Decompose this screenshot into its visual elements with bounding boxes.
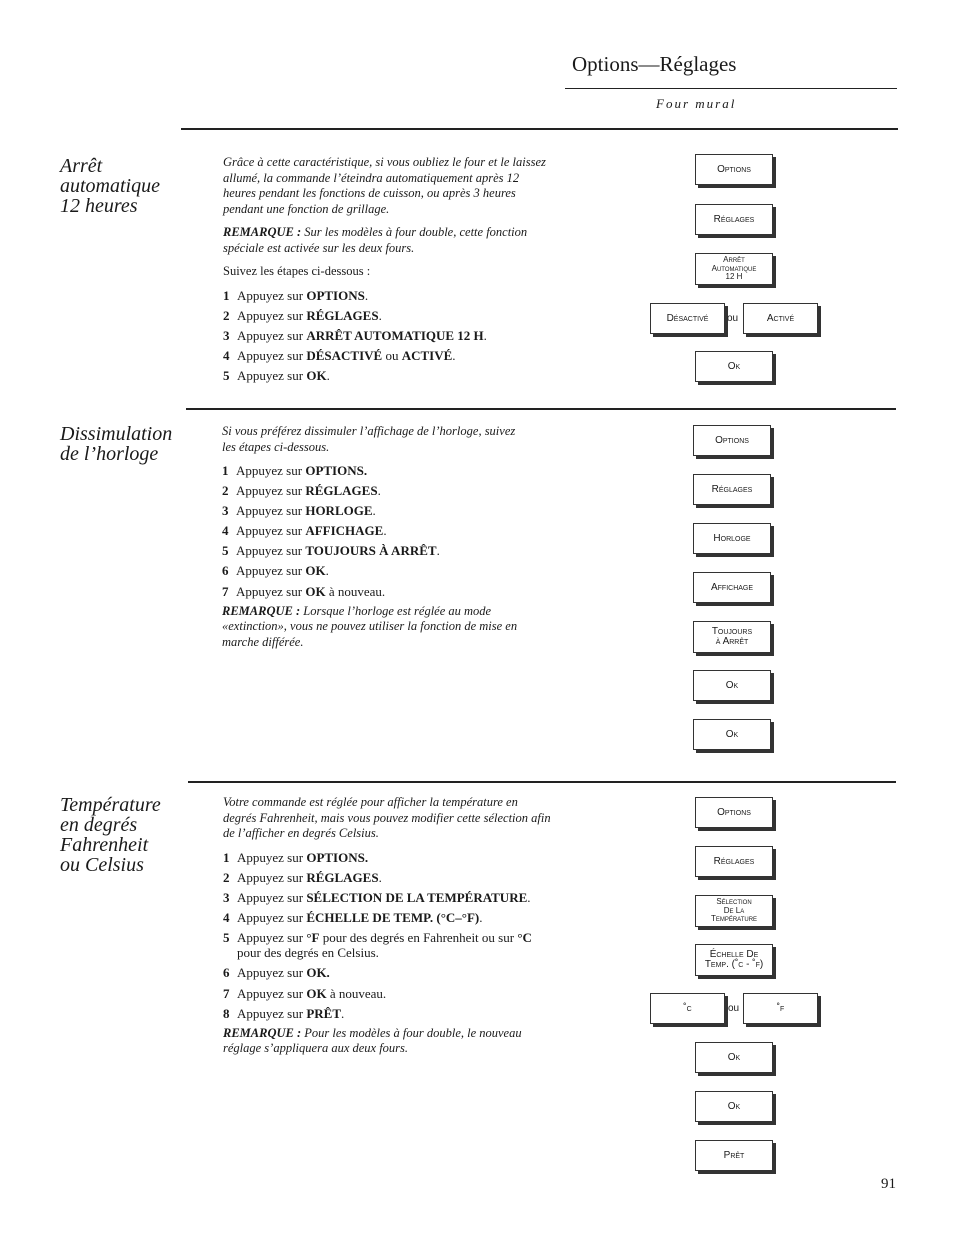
ok-button[interactable]: Ok <box>695 1042 773 1073</box>
section2-intro: Si vous préférez dissimuler l’affichage de l’horloge, suivez les étapes ci-dessous. <box>222 424 516 454</box>
desactive-button[interactable]: Désactivé <box>650 303 725 334</box>
section3-body <box>223 795 553 1065</box>
step: 2 Appuyez sur RÉGLAGES. <box>223 307 382 323</box>
section1-intro: Grâce à cette caractéristique, si vous oubliez le four et le laissez allumé, la commande l’éteindra automatiquement après 12 heures pendant les fonctions de cuisson, ou après 3 heures pendant une fonction de grillage. <box>223 155 546 216</box>
section1-body <box>223 155 553 388</box>
step: 6 Appuyez sur OK. <box>223 965 330 981</box>
step: 5 Appuyez sur TOUJOURS À ARRÊT. <box>222 543 440 559</box>
section3-title: Température en degrés Fahrenheit ou Celsius <box>60 794 161 876</box>
header-rule <box>565 88 897 89</box>
section3-intro: Votre commande est réglée pour afficher la température en degrés Fahrenheit, mais vous pouvez modifier cette sélection afin de l’afficher en degrés Celsius. <box>223 795 551 840</box>
or-label: ou <box>727 313 739 324</box>
step: 6 Appuyez sur OK. <box>222 563 329 579</box>
step: 4 Appuyez sur DÉSACTIVÉ ou ACTIVÉ. <box>223 347 456 363</box>
arret-automatique-button[interactable]: Arrêt Automatique 12 H <box>695 253 773 285</box>
horloge-button[interactable]: Horloge <box>693 523 771 554</box>
step: 1 Appuyez sur OPTIONS. <box>223 287 369 303</box>
options-button[interactable]: Options <box>693 425 771 456</box>
section2-steps <box>222 463 527 599</box>
active-button[interactable]: Activé <box>743 303 818 334</box>
section-rule-top <box>181 128 898 130</box>
reglages-button[interactable]: Réglages <box>695 846 773 877</box>
section1-remark: REMARQUE : Sur les modèles à four double, cette fonction spéciale est activée sur les deux fours. <box>223 225 528 255</box>
step: 2 Appuyez sur RÉGLAGES. <box>222 483 381 499</box>
page-number: 91 <box>881 1176 896 1192</box>
step: 5 Appuyez sur °F pour des degrés en Fahrenheit ou sur °C pour des degrés en Celsius. <box>223 929 532 961</box>
ok-button[interactable]: Ok <box>695 351 773 382</box>
step: 3 Appuyez sur ARRÊT AUTOMATIQUE 12 H. <box>223 327 487 343</box>
reglages-button[interactable]: Réglages <box>695 204 773 235</box>
ok-button[interactable]: Ok <box>695 1091 773 1122</box>
step: 8 Appuyez sur PRÊT. <box>223 1005 345 1021</box>
section2-remark: REMARQUE : Lorsque l’horloge est réglée au mode «extinction», vous ne pouvez utiliser la fonction de mise en marche différée. <box>222 603 518 649</box>
reglages-button[interactable]: Réglages <box>693 474 771 505</box>
affichage-button[interactable]: Affichage <box>693 572 771 603</box>
or-label: ou <box>728 1003 740 1014</box>
options-button[interactable]: Options <box>695 154 773 185</box>
toujours-a-arret-button[interactable]: Toujours à Arrêt <box>693 621 771 653</box>
ok-button[interactable]: Ok <box>693 719 771 750</box>
section3-remark: REMARQUE : Pour les modèles à four double, le nouveau réglage s’appliquera aux deux fours. <box>223 1025 522 1056</box>
celsius-button[interactable]: ˚c <box>650 993 725 1024</box>
step: 4 Appuyez sur ÉCHELLE DE TEMP. (°C–°F). <box>223 909 483 925</box>
fahrenheit-button[interactable]: ˚f <box>743 993 818 1024</box>
section1-title: Arrêt automatique 12 heures <box>60 155 160 217</box>
step: 3 Appuyez sur SÉLECTION DE LA TEMPÉRATURE. <box>223 889 531 905</box>
page-subtitle: Four mural <box>656 96 737 111</box>
pret-button[interactable]: Prêt <box>695 1140 773 1171</box>
page-title: Options—Réglages <box>572 52 737 76</box>
echelle-temp-button[interactable]: Échelle De Temp. (˚c - ˚f) <box>695 944 773 976</box>
step: 5 Appuyez sur OK. <box>223 367 330 383</box>
step: 1 Appuyez sur OPTIONS. <box>222 463 368 478</box>
section3-steps <box>223 850 553 1022</box>
section-rule <box>186 408 896 410</box>
step: 2 Appuyez sur RÉGLAGES. <box>223 869 382 885</box>
section2-title: Dissimulation de l’horloge <box>60 423 173 465</box>
selection-temperature-button[interactable]: Sélection De La Température <box>695 895 773 927</box>
ok-button[interactable]: Ok <box>693 670 771 701</box>
section2-body <box>222 424 527 658</box>
step: 3 Appuyez sur HORLOGE. <box>222 503 376 519</box>
step: 7 Appuyez sur OK à nouveau. <box>222 583 386 599</box>
step: 7 Appuyez sur OK à nouveau. <box>223 985 387 1001</box>
section-rule <box>188 781 896 783</box>
options-button[interactable]: Options <box>695 797 773 828</box>
step: 4 Appuyez sur AFFICHAGE. <box>222 523 387 539</box>
step: 1 Appuyez sur OPTIONS. <box>223 849 369 865</box>
section1-steps <box>223 288 553 384</box>
section1-lead: Suivez les étapes ci-dessous : <box>223 264 371 278</box>
